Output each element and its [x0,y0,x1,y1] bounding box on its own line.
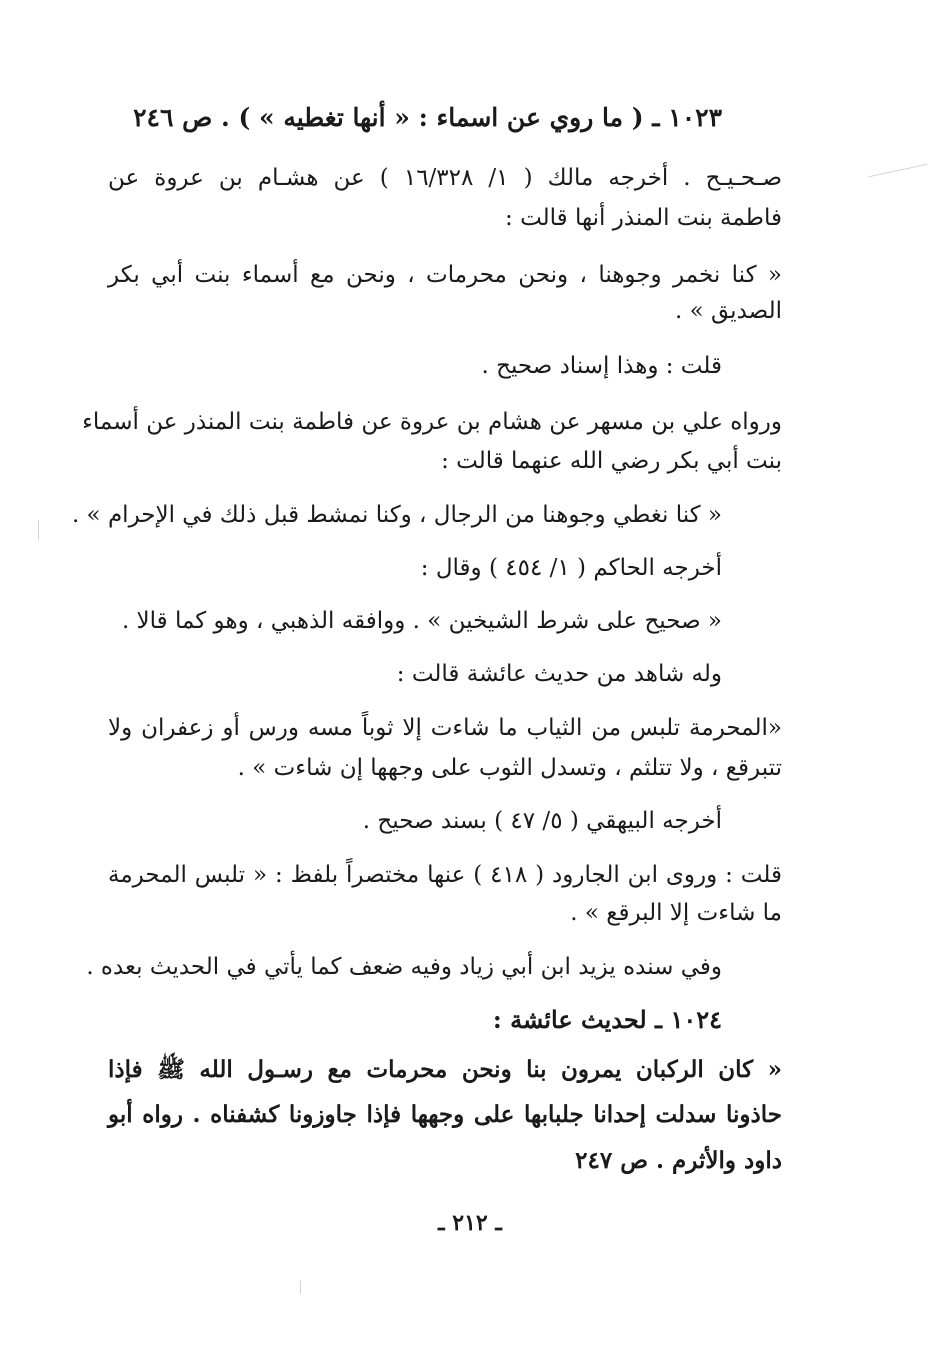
page-number: ـ ٢١٢ ـ [438,1210,502,1236]
quote-line: تتبرقع ، ولا تتلثم ، وتسدل الثوب على وجهها إن شاءت » . [237,755,782,781]
scan-mark [869,164,928,177]
quote-line: حاذونا سدلت إحدانا جلبابها على وجهها فإذا جاوزونا كشفناه . رواه أبو [108,1101,782,1128]
text-line: صـحـيـح . أخرجه مالك ( ١/ ١٦/٣٢٨ ) عن هشـام بن عروة عن [108,165,782,191]
text-line: قلت : وهذا إسناد صحيح . [481,353,722,379]
quote-line: « كان الركبان يمرون بنا ونحن محرمات مع رسـول الله ﷺ فإذا [108,1056,782,1083]
text-line: قلت : وروى ابن الجارود ( ٤١٨ ) عنها مختصراً بلفظ : « تلبس المحرمة [108,862,782,888]
scan-mark [38,520,39,540]
quote-line: داود والأثرم . ص ٢٤٧ [575,1147,782,1174]
text-line: ما شاءت إلا البرقع » . [570,900,782,926]
quote-line: « كنا نخمر وجوهنا ، ونحن محرمات ، ونحن مع أسماء بنت أبي بكر [108,262,782,288]
text-line: بنت أبي بكر رضي الله عنهما قالت : [441,448,782,474]
text-line: وفي سنده يزيد ابن أبي زياد وفيه ضعف كما يأتي في الحديث بعده . [86,954,722,980]
text-line: أخرجه الحاكم ( ١/ ٤٥٤ ) وقال : [420,555,722,581]
heading-1024: ١٠٢٤ ـ لحديث عائشة : [492,1005,722,1034]
quote-line: الصديق » . [674,298,782,324]
quote-line: « كنا نغطي وجوهنا من الرجال ، وكنا نمشط قبل ذلك في الإحرام » . [71,502,722,528]
text-line: أخرجه البيهقي ( ٥/ ٤٧ ) بسند صحيح . [362,808,722,834]
text-line: ورواه علي بن مسهر عن هشام بن عروة عن فاطمة بنت المنذر عن أسماء [82,409,782,435]
text-line: فاطمة بنت المنذر أنها قالت : [505,205,782,231]
scan-mark [300,1280,301,1294]
heading-1023: ١٠٢٣ ـ ( ما روي عن اسماء : « أنها تغطيه » ) . ص ٢٤٦ [133,103,722,132]
quote-line: « صحيح على شرط الشيخين » . ووافقه الذهبي ، وهو كما قالا . [121,608,722,634]
quote-line: «المحرمة تلبس من الثياب ما شاءت إلا ثوباً مسه ورس أو زعفران ولا [108,715,782,741]
text-line: وله شاهد من حديث عائشة قالت : [396,661,722,687]
